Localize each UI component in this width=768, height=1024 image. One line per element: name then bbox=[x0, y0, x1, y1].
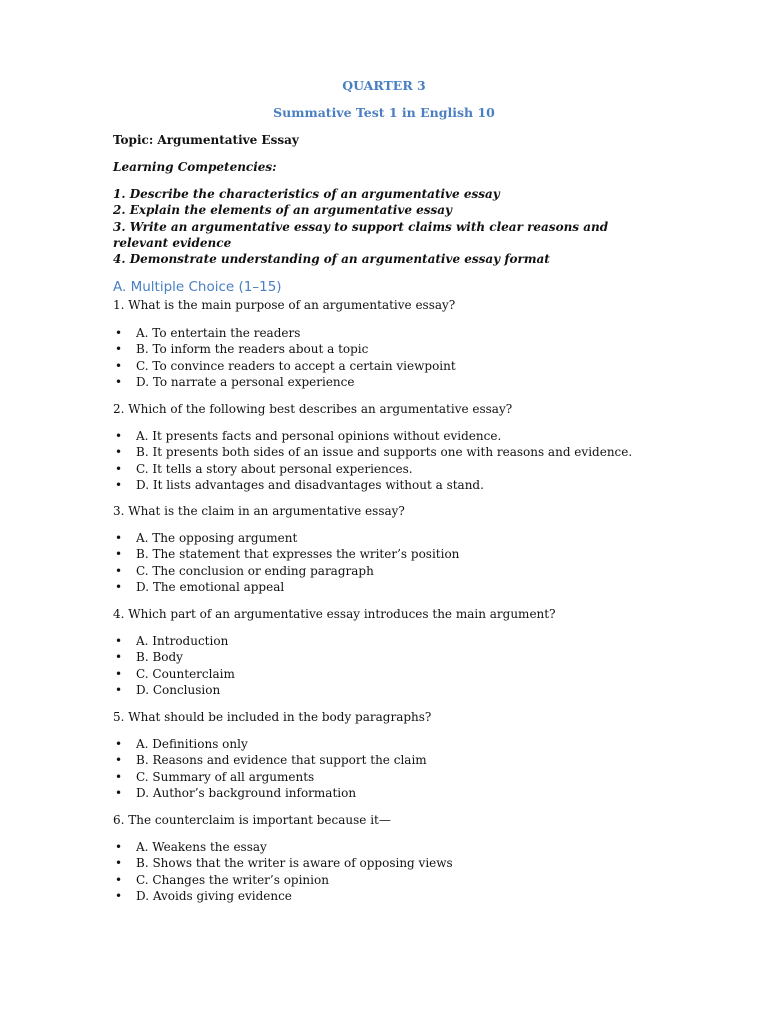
option-text: B. Shows that the writer is aware of opposing views bbox=[136, 856, 453, 871]
option-text: C. Counterclaim bbox=[136, 666, 235, 681]
question-2: 2. Which of the following best describes an argumentative essay? bbox=[113, 402, 513, 416]
bullet-icon: • bbox=[115, 342, 123, 357]
bullet-icon: • bbox=[115, 872, 123, 887]
option-item bbox=[113, 855, 453, 871]
test-title: Summative Test 1 in English 10 bbox=[273, 105, 495, 120]
quarter-heading: QUARTER 3 bbox=[342, 78, 426, 93]
option-item bbox=[113, 839, 453, 855]
bullet-icon: • bbox=[115, 840, 123, 854]
option-item bbox=[113, 736, 427, 752]
option-text: B. It presents both sides of an issue and supports one with reasons and evidence. bbox=[136, 445, 633, 460]
option-item bbox=[113, 341, 456, 357]
option-item bbox=[113, 325, 456, 341]
bullet-icon: • bbox=[115, 461, 123, 476]
question-5: 5. What should be included in the body paragraphs? bbox=[113, 710, 432, 724]
bullet-icon: • bbox=[115, 326, 123, 340]
options-list-6 bbox=[113, 839, 453, 904]
competency-item: 1. Describe the characteristics of an argumentative essay bbox=[113, 187, 500, 201]
options-list-1 bbox=[113, 325, 456, 390]
option-text: C. Changes the writer’s opinion bbox=[136, 872, 329, 887]
option-item bbox=[113, 888, 453, 904]
bullet-icon: • bbox=[115, 547, 123, 562]
bullet-icon: • bbox=[115, 785, 123, 800]
option-text: D. To narrate a personal experience bbox=[136, 374, 355, 389]
option-item bbox=[113, 477, 632, 493]
option-text: C. The conclusion or ending paragraph bbox=[136, 563, 374, 578]
option-text: D. Avoids giving evidence bbox=[136, 888, 292, 903]
option-item bbox=[113, 666, 235, 682]
option-text: C. To convince readers to accept a certain viewpoint bbox=[136, 358, 456, 373]
bullet-icon: • bbox=[115, 579, 123, 594]
option-text: D. Conclusion bbox=[136, 682, 221, 697]
option-text: D. The emotional appeal bbox=[136, 579, 285, 594]
option-text: B. Body bbox=[136, 650, 183, 665]
option-item bbox=[113, 530, 459, 546]
bullet-icon: • bbox=[115, 650, 123, 665]
options-list-3 bbox=[113, 530, 459, 595]
bullet-icon: • bbox=[115, 753, 123, 768]
option-text: D. Author’s background information bbox=[136, 785, 357, 800]
bullet-icon: • bbox=[115, 666, 123, 681]
bullet-icon: • bbox=[115, 374, 123, 389]
option-item bbox=[113, 563, 459, 579]
competencies-label: Learning Competencies: bbox=[113, 160, 277, 174]
option-text: A. The opposing argument bbox=[136, 531, 298, 545]
option-item bbox=[113, 682, 235, 698]
bullet-icon: • bbox=[115, 477, 123, 492]
question-6: 6. The counterclaim is important because it— bbox=[113, 813, 391, 827]
option-item bbox=[113, 444, 632, 460]
option-text: A. To entertain the readers bbox=[136, 326, 301, 340]
option-item bbox=[113, 752, 427, 768]
option-text: B. Reasons and evidence that support the claim bbox=[136, 753, 427, 768]
competency-item: 2. Explain the elements of an argumentative essay bbox=[113, 203, 453, 218]
option-text: A. Definitions only bbox=[136, 737, 248, 751]
option-item bbox=[113, 428, 632, 444]
bullet-icon: • bbox=[115, 531, 123, 545]
option-item bbox=[113, 546, 459, 562]
bullet-icon: • bbox=[115, 769, 123, 784]
option-item bbox=[113, 785, 427, 801]
option-text: A. Introduction bbox=[136, 634, 229, 648]
option-item bbox=[113, 461, 632, 477]
option-text: B. The statement that expresses the writer’s position bbox=[136, 547, 460, 562]
option-text: A. Weakens the essay bbox=[136, 840, 267, 854]
bullet-icon: • bbox=[115, 737, 123, 751]
bullet-icon: • bbox=[115, 563, 123, 578]
question-4: 4. Which part of an argumentative essay introduces the main argument? bbox=[113, 607, 556, 621]
options-list-4 bbox=[113, 633, 235, 698]
question-3: 3. What is the claim in an argumentative essay? bbox=[113, 504, 405, 518]
competencies-list bbox=[113, 186, 643, 267]
option-item bbox=[113, 649, 235, 665]
competency-item: 4. Demonstrate understanding of an argumentative essay format bbox=[113, 252, 550, 267]
option-text: D. It lists advantages and disadvantages without a stand. bbox=[136, 477, 484, 492]
bullet-icon: • bbox=[115, 634, 123, 648]
bullet-icon: • bbox=[115, 856, 123, 871]
option-item bbox=[113, 358, 456, 374]
option-item bbox=[113, 374, 456, 390]
option-item bbox=[113, 769, 427, 785]
option-text: C. Summary of all arguments bbox=[136, 769, 315, 784]
option-text: A. It presents facts and personal opinions without evidence. bbox=[136, 429, 502, 443]
bullet-icon: • bbox=[115, 682, 123, 697]
bullet-icon: • bbox=[115, 445, 123, 460]
option-item bbox=[113, 872, 453, 888]
question-1: 1. What is the main purpose of an argumentative essay? bbox=[113, 298, 456, 312]
competency-item: 3. Write an argumentative essay to support claims with clear reasons and relevant evidence bbox=[113, 219, 609, 250]
section-heading: A. Multiple Choice (1–15) bbox=[113, 279, 282, 295]
option-item bbox=[113, 633, 235, 649]
option-text: C. It tells a story about personal experiences. bbox=[136, 461, 413, 476]
option-item bbox=[113, 579, 459, 595]
bullet-icon: • bbox=[115, 358, 123, 373]
bullet-icon: • bbox=[115, 888, 123, 903]
option-text: B. To inform the readers about a topic bbox=[136, 342, 369, 357]
topic-line: Topic: Argumentative Essay bbox=[113, 133, 299, 147]
bullet-icon: • bbox=[115, 429, 123, 443]
options-list-5 bbox=[113, 736, 427, 801]
options-list-2 bbox=[113, 428, 632, 493]
